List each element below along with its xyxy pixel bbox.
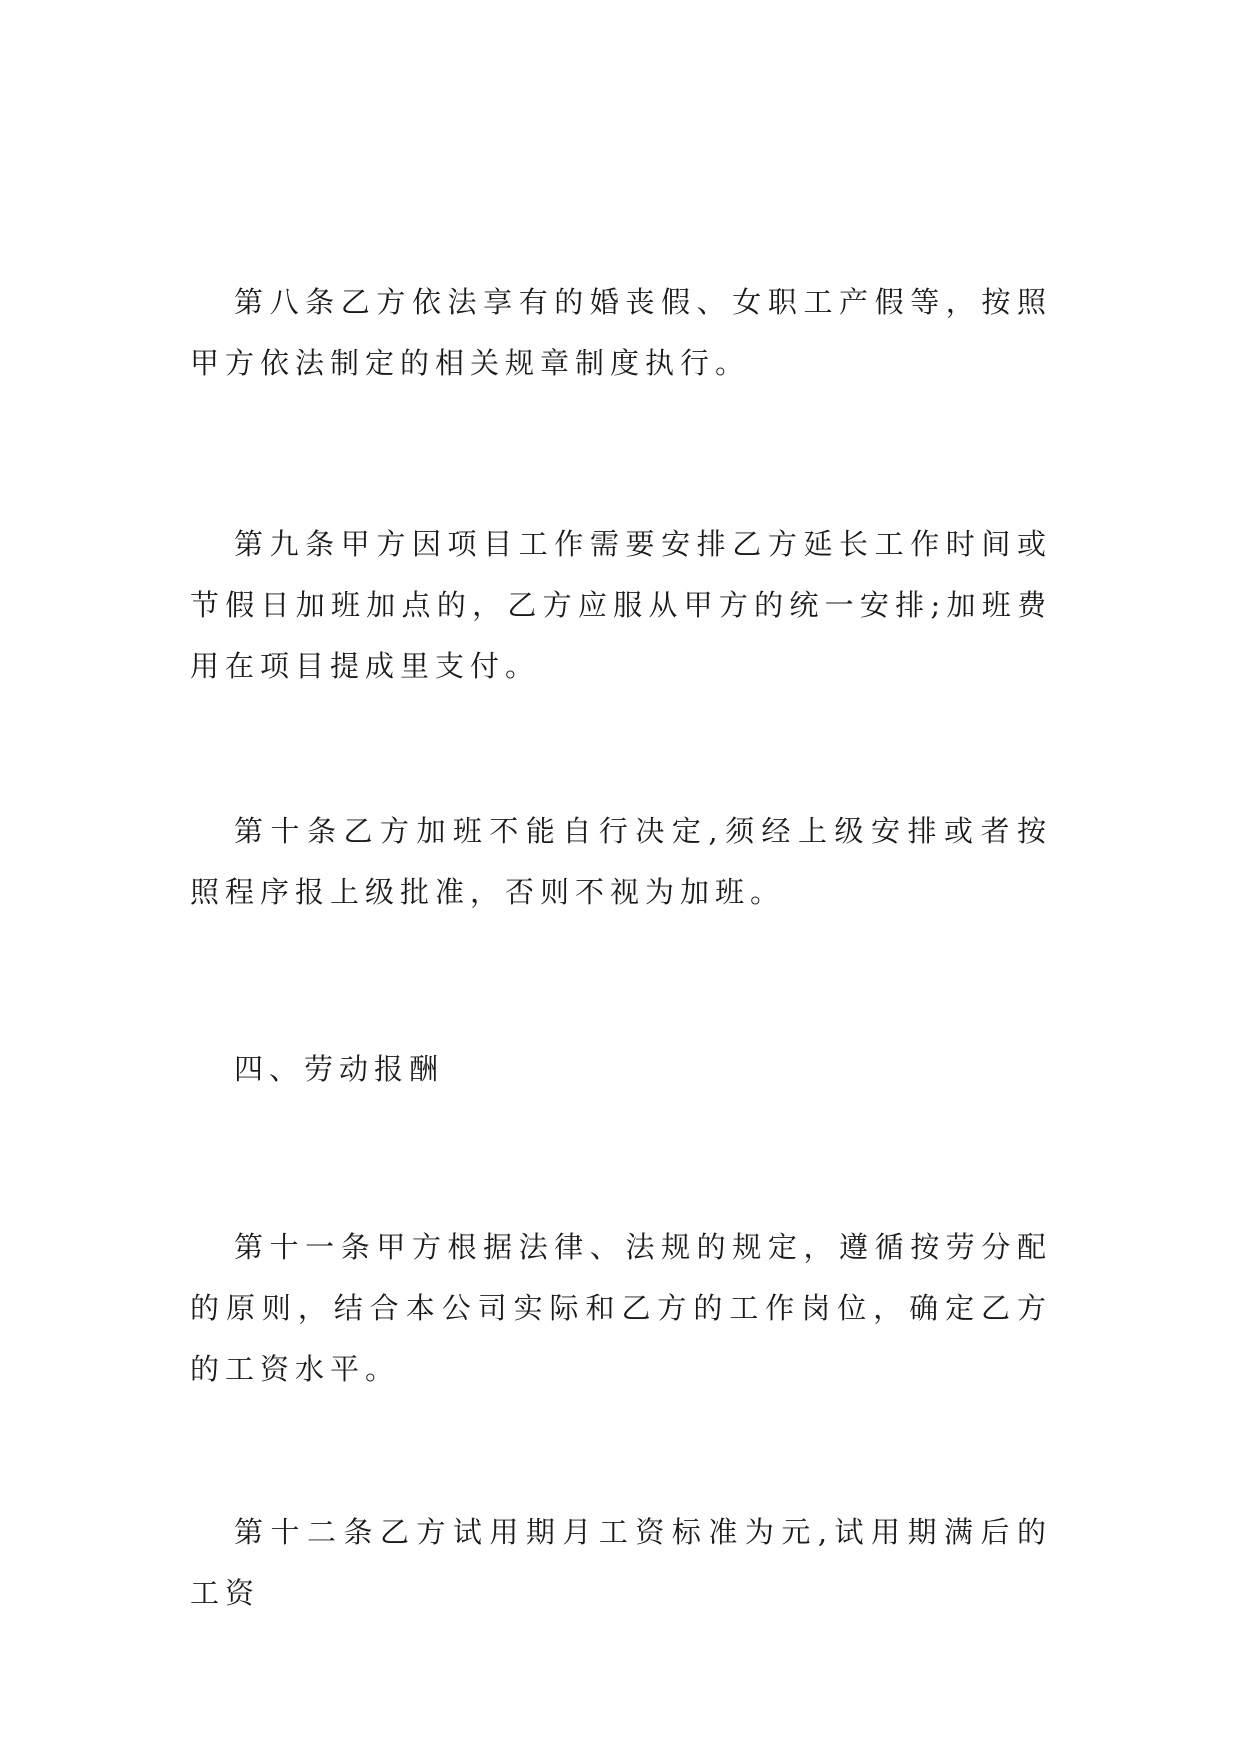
article-11-paragraph: 第十一条甲方根据法律、法规的规定，遵循按劳分配的原则，结合本公司实际和乙方的工作岗位，确定乙方的工资水平。 bbox=[190, 1230, 1052, 1386]
article-8-paragraph: 第八条乙方依法享有的婚丧假、女职工产假等，按照甲方依法制定的相关规章制度执行。 bbox=[190, 285, 1052, 380]
article-10-paragraph: 第十条乙方加班不能自行决定,须经上级安排或者按照程序报上级批准，否则不视为加班。 bbox=[190, 814, 1052, 909]
article-9-paragraph: 第九条甲方因项目工作需要安排乙方延长工作时间或节假日加班加点的，乙方应服从甲方的统一安排;加班费用在项目提成里支付。 bbox=[190, 527, 1052, 683]
section-heading-labor-remuneration: 四、劳动报酬 bbox=[234, 1052, 445, 1086]
article-12-paragraph: 第十二条乙方试用期月工资标准为元,试用期满后的工资 bbox=[190, 1515, 1052, 1610]
